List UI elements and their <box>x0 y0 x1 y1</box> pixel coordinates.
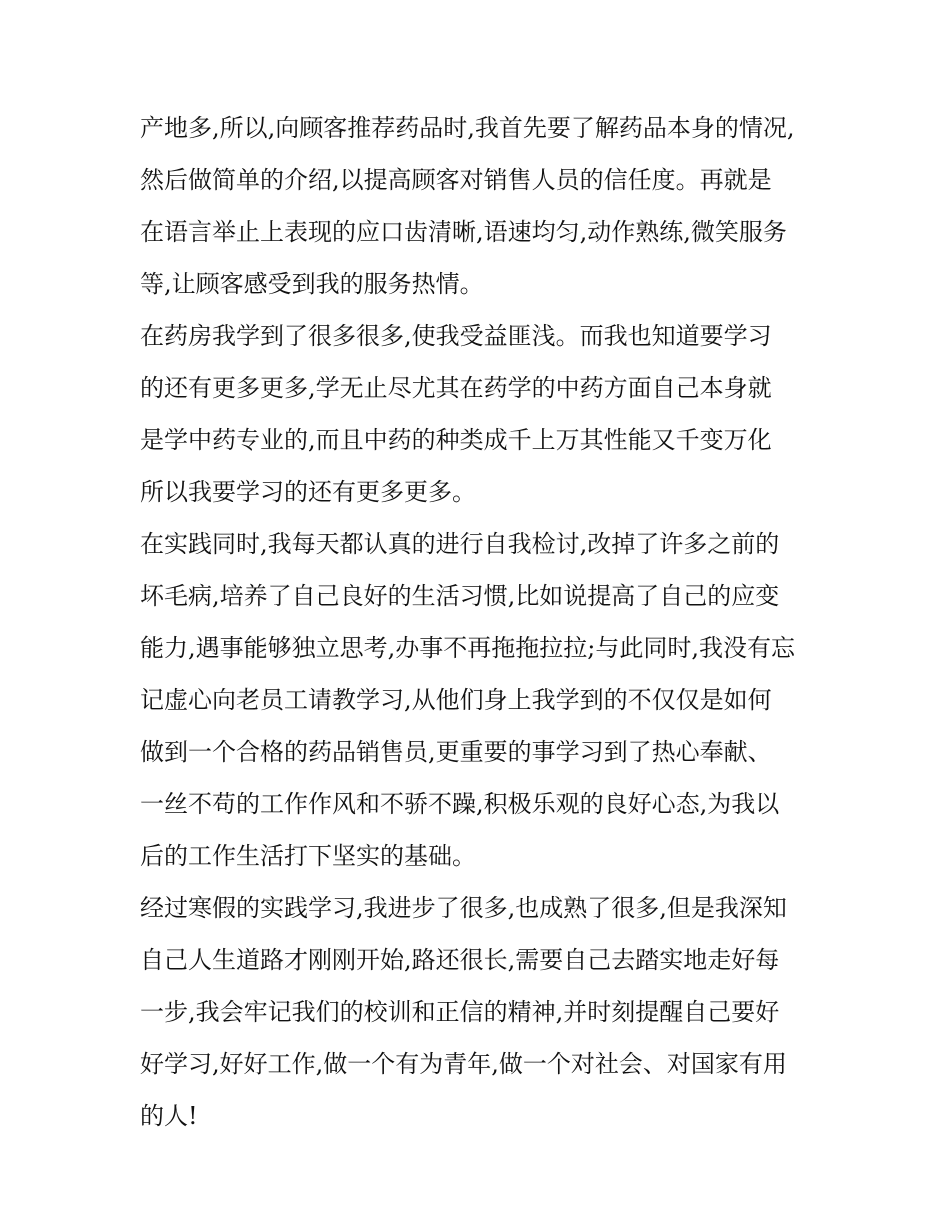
text-line: 做到一个合格的药品销售员,更重要的事学习到了热心奉献、 <box>140 738 772 766</box>
text-line: 的还有更多更多,学无止尽尤其在药学的中药方面自己本身就 <box>140 374 772 402</box>
text-line: 在实践同时,我每天都认真的进行自我检讨,改掉了许多之前的 <box>140 530 780 558</box>
text-line: 好学习,好好工作,做一个有为青年,做一个对社会、对国家有用 <box>140 1050 787 1078</box>
text-line: 在语言举止上表现的应口齿清晰,语速均匀,动作熟练,微笑服务 <box>140 218 787 246</box>
body-text <box>140 102 820 1142</box>
text-line: 经过寒假的实践学习,我进步了很多,也成熟了很多,但是我深知 <box>140 894 787 922</box>
text-line: 记虚心向老员工请教学习,从他们身上我学到的不仅仅是如何 <box>140 686 772 714</box>
text-line: 然后做简单的介绍,以提高顾客对销售人员的信任度。再就是 <box>140 166 772 194</box>
text-line: 自己人生道路才刚刚开始,路还很长,需要自己去踏实地走好每 <box>140 946 780 974</box>
text-line: 产地多,所以,向顾客推荐药品时,我首先要了解药品本身的情况, <box>140 114 795 142</box>
text-line: 所以我要学习的还有更多更多。 <box>140 478 476 506</box>
text-line: 是学中药专业的,而且中药的种类成千上万其性能又千变万化 <box>140 426 772 454</box>
text-line: 后的工作生活打下坚实的基础。 <box>140 842 476 870</box>
text-line: 等,让顾客感受到我的服务热情。 <box>140 270 484 298</box>
text-line: 在药房我学到了很多很多,使我受益匪浅。而我也知道要学习 <box>140 322 772 350</box>
text-line: 的人! <box>140 1102 198 1130</box>
text-line: 坏毛病,培养了自己良好的生活习惯,比如说提高了自己的应变 <box>140 582 780 610</box>
text-line: 能力,遇事能够独立思考,办事不再拖拖拉拉;与此同时,我没有忘 <box>140 634 795 662</box>
text-line: 一步,我会牢记我们的校训和正信的精神,并时刻提醒自己要好 <box>140 998 780 1026</box>
text-line: 一丝不苟的工作作风和不骄不躁,积极乐观的良好心态,为我以 <box>140 790 780 818</box>
